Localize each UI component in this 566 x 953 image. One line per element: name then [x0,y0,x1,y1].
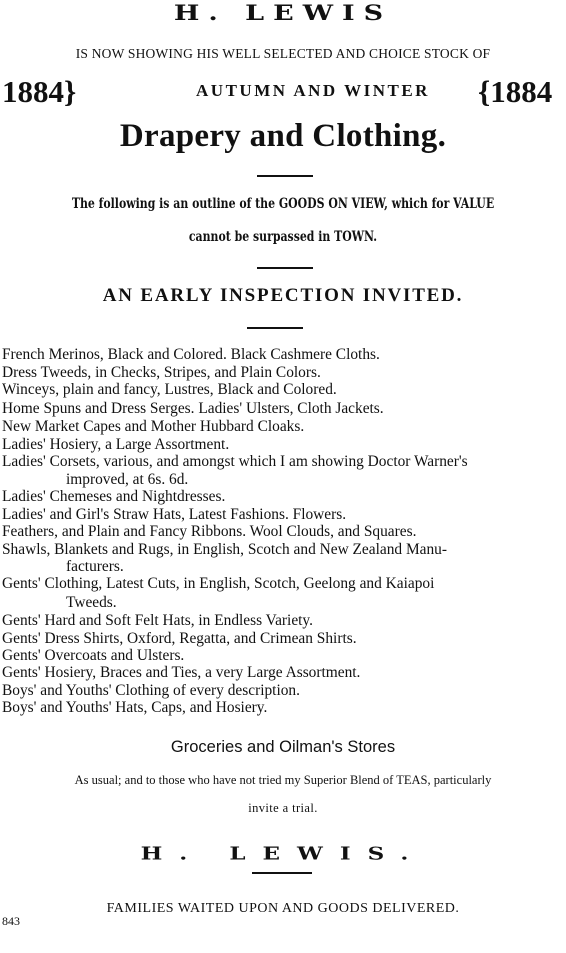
goods-list-item: Gents' Dress Shirts, Oxford, Regatta, and Crimean Shirts. [2,630,357,647]
ad-number: 843 [2,914,20,928]
groceries-heading: Groceries and Oilman's Stores [170,738,396,756]
goods-list-item: French Merinos, Black and Colored. Black Cashmere Cloths. [2,346,380,363]
goods-list-item: Gents' Hard and Soft Felt Hats, in Endless Variety. [2,612,313,629]
goods-list-item: Gents' Overcoats and Ulsters. [2,647,185,664]
goods-list-item: Ladies' and Girl's Straw Hats, Latest Fashions. Flowers. [2,506,347,523]
divider-rule [257,175,313,177]
goods-list-item: Dress Tweeds, in Checks, Stripes, and Plain Colors. [2,364,321,381]
goods-list-item: Gents' Clothing, Latest Cuts, in English, Scotch, Geelong and Kaiapoi [2,575,435,592]
divider-rule [247,327,303,329]
goods-list-item-continuation: improved, at 6s. 6d. [66,471,189,488]
goods-list-item: Ladies' Chemeses and Nightdresses. [2,488,226,505]
goods-list-item: Shawls, Blankets and Rugs, in English, Scotch and New Zealand Manu- [2,541,447,558]
divider-rule [252,872,312,874]
goods-list-item: Boys' and Youths' Clothing of every description. [2,682,300,699]
goods-list-item-continuation: facturers. [66,558,124,575]
year-right: {1884 [478,74,553,109]
goods-list-item: Ladies' Corsets, various, and amongst which I am showing Doctor Warner's [2,453,468,470]
advertiser-name-heading: H. LEWIS [173,1,393,26]
groceries-line-2: invite a trial. [248,801,318,815]
goods-list-item: Boys' and Youths' Hats, Caps, and Hosiery. [2,699,268,716]
goods-list-item: Gents' Hosiery, Braces and Ties, a very Large Assortment. [2,664,361,681]
goods-list-item: New Market Capes and Mother Hubbard Cloaks. [2,418,305,435]
goods-list-item: Ladies' Hosiery, a Large Assortment. [2,436,230,453]
intro-line-2: cannot be surpassed in TOWN. [188,229,378,245]
year-left: 1884} [2,74,77,109]
season-heading: AUTUMN AND WINTER [196,81,430,100]
showing-stock-line: IS NOW SHOWING HIS WELL SELECTED AND CHOICE STOCK OF [75,46,491,61]
goods-list-item: Feathers, and Plain and Fancy Ribbons. Wool Clouds, and Squares. [2,523,417,540]
advertiser-signature: H. LEWIS. [140,842,426,865]
divider-rule [257,267,313,269]
intro-line-1: The following is an outline of the GOODS ON VIEW, which for VALUE [71,196,495,212]
inspection-invited-heading: AN EARLY INSPECTION INVITED. [102,285,464,306]
groceries-line-1: As usual; and to those who have not tried my Superior Blend of TEAS, particularly [74,773,492,787]
goods-list-item-continuation: Tweeds. [66,594,117,611]
main-title: Drapery and Clothing. [119,118,447,154]
goods-list-item: Home Spuns and Dress Serges. Ladies' Ulsters, Cloth Jackets. [2,400,384,417]
delivery-notice: FAMILIES WAITED UPON AND GOODS DELIVERED. [106,901,460,916]
goods-list-item: Winceys, plain and fancy, Lustres, Black and Colored. [2,381,337,398]
